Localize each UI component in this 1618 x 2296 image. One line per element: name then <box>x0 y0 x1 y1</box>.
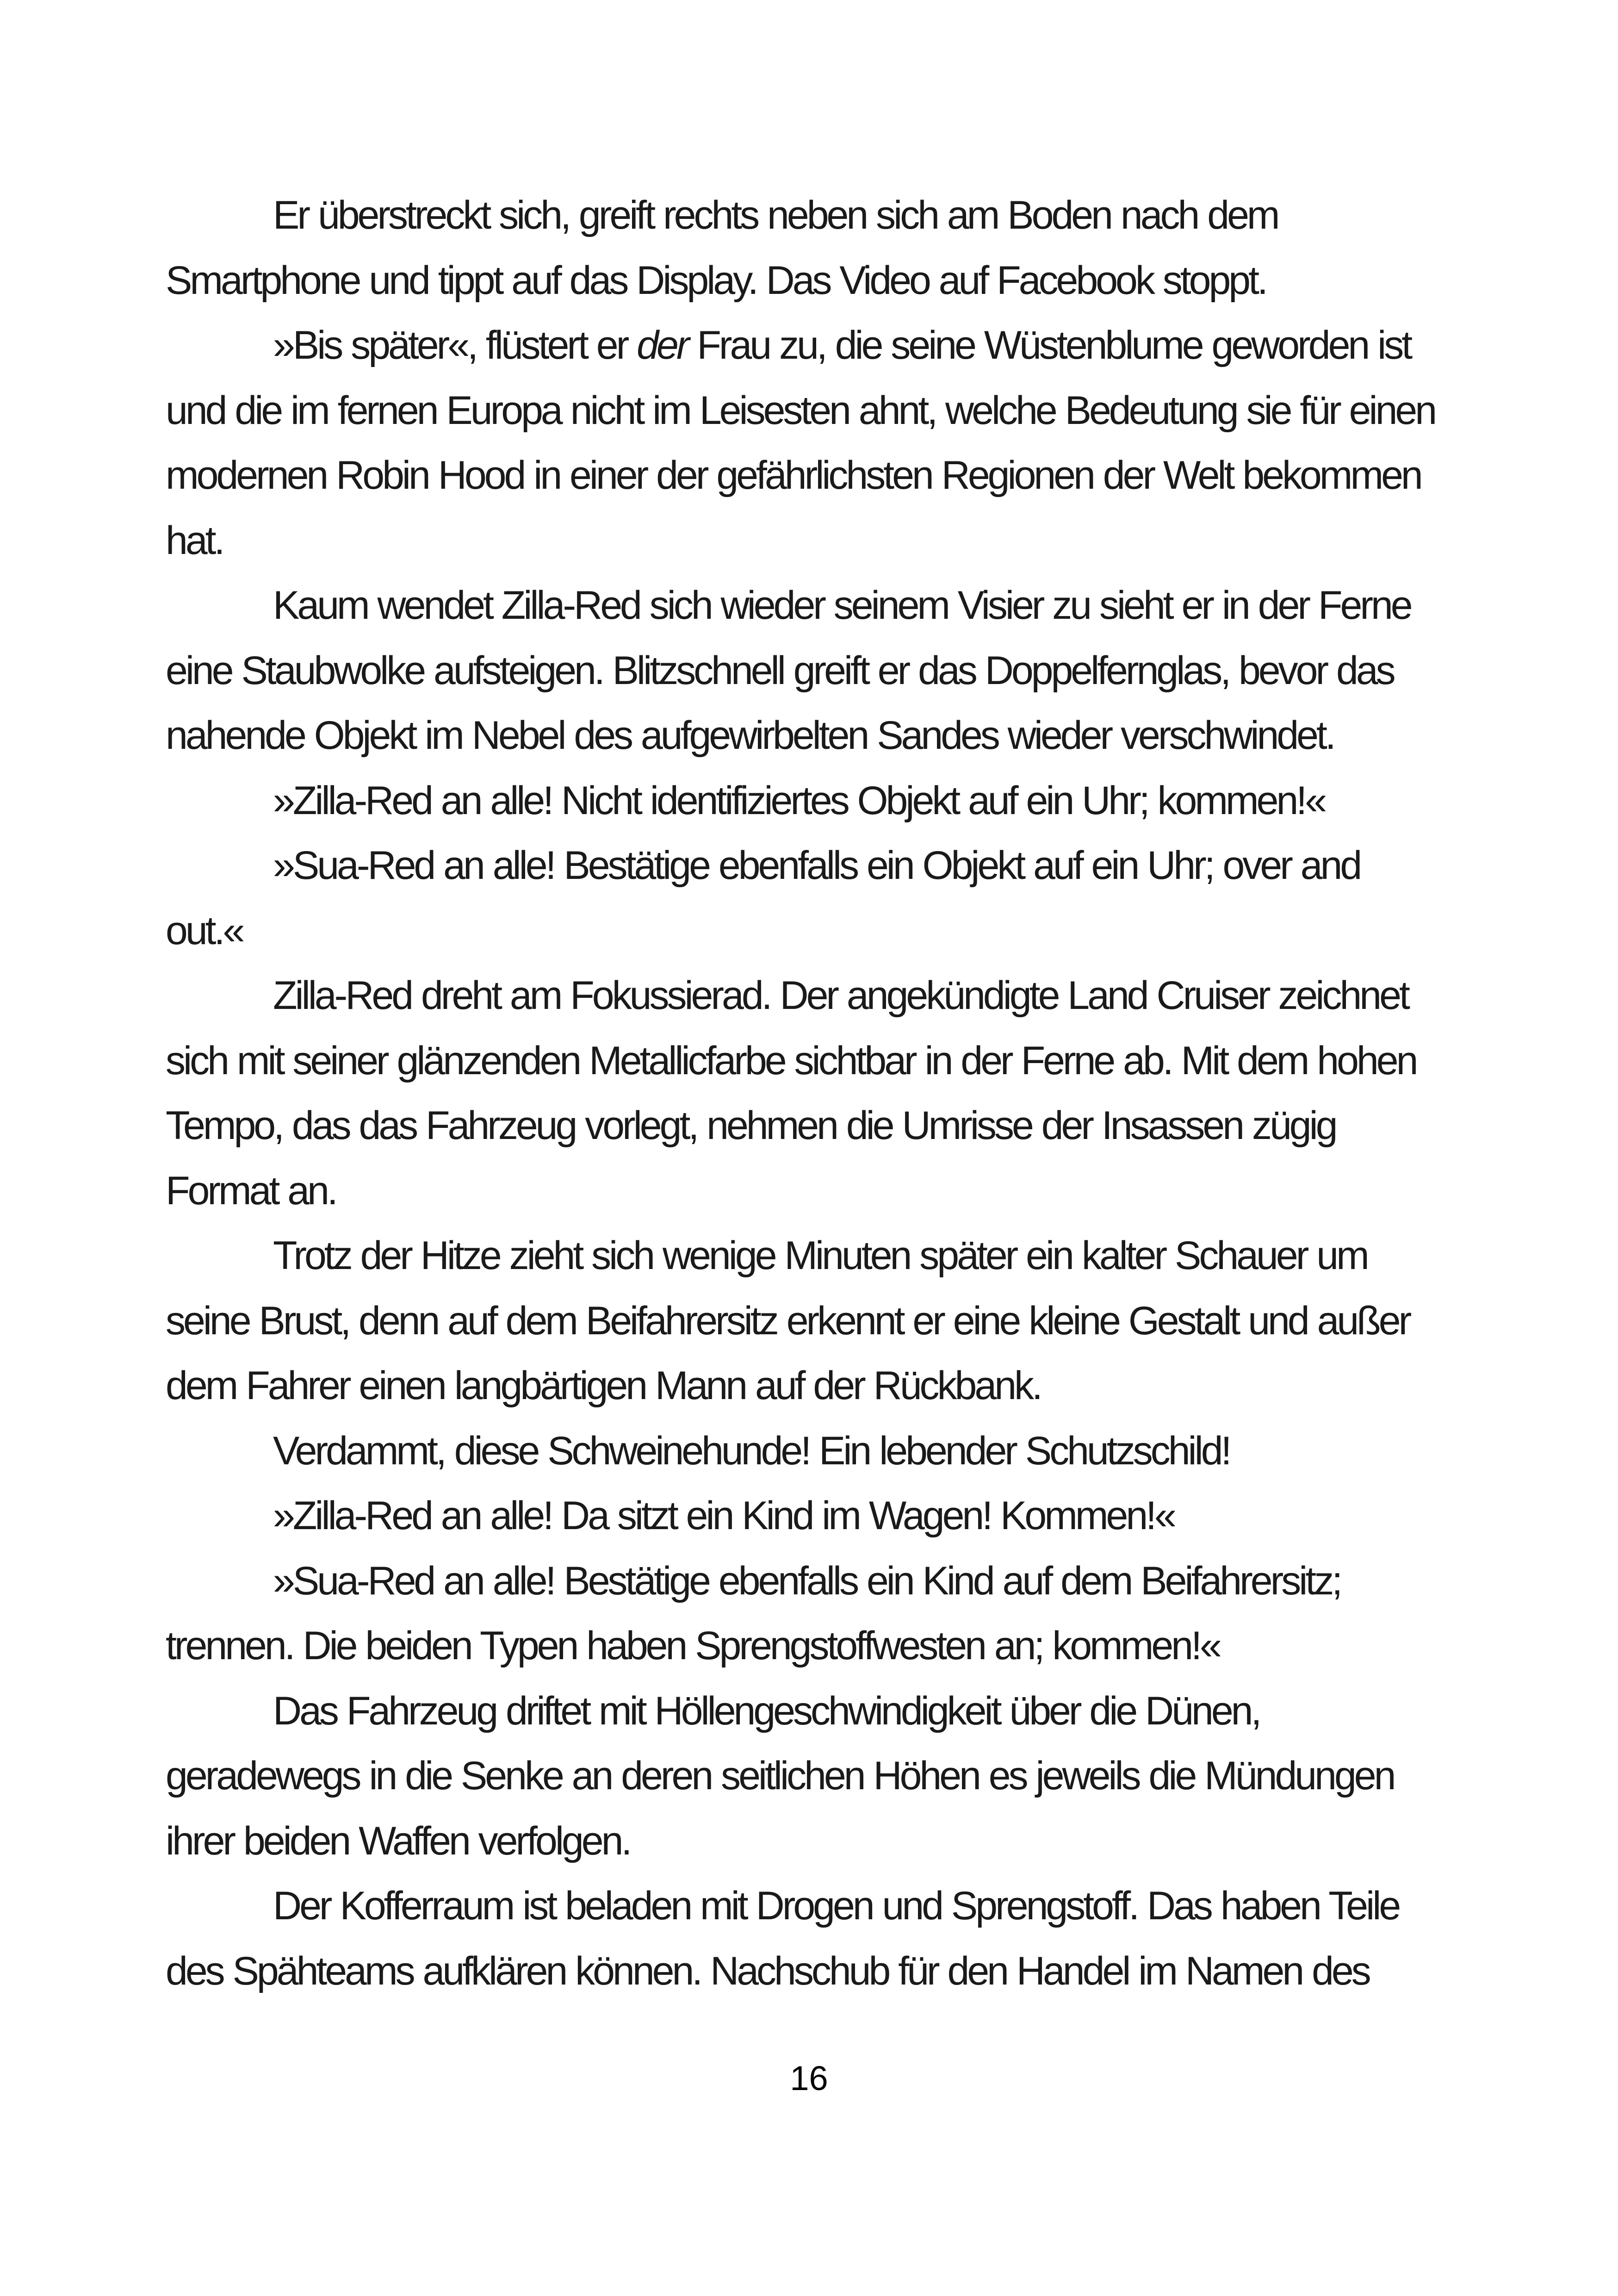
paragraph-12: Der Kofferraum ist beladen mit Drogen und Sprengstoff. Das haben Teile des Spähteams aufklären können. Nachschub für den Handel im Namen des <box>166 1884 1399 1993</box>
paragraph-3: Kaum wendet Zilla-Red sich wieder seinem Visier zu sieht er in der Ferne eine Staubwolke aufsteigen. Blitzschnell greift er das Doppelfernglas, bevor das nahende Objekt im Nebel des aufgewirbelten Sandes wieder verschwindet. <box>166 583 1411 758</box>
paragraph-6: Zilla-Red dreht am Fokussierad. Der angekündigte Land Cruiser zeichnet sich mit seiner glänzenden Metallicfarbe sichtbar in der Ferne ab. Mit dem hohen Tempo, das das Fahrzeug vorlegt, nehmen die Umrisse der Insassen zügig Format an. <box>166 973 1416 1213</box>
paragraph-1: Er überstreckt sich, greift rechts neben sich am Boden nach dem Smartphone und tippt auf das Display. Das Video auf Facebook stoppt. <box>166 193 1278 303</box>
paragraph-2-before: »Bis später«, flüstert er <box>273 323 637 367</box>
paragraph-7: Trotz der Hitze zieht sich wenige Minuten später ein kalter Schauer um seine Brust, denn auf dem Beifahrersitz erkennt er eine kleine Gestalt und außer dem Fahrer einen langbärtigen Mann auf der Rückbank. <box>166 1233 1410 1408</box>
paragraph-2-after: Frau zu, die seine Wüstenblume geworden ist und die im fernen Europa nicht im Leisesten ahnt, welche Bedeutung sie für einen modernen Robin Hood in einer der gefährlichsten Regionen der Welt bekommen hat. <box>166 323 1435 563</box>
body-text <box>166 183 1443 2004</box>
paragraph-11: Das Fahrzeug driftet mit Höllengeschwindigkeit über die Dünen, geradewegs in die Senke an deren seitlichen Höhen es jeweils die Mündungen ihrer beiden Waffen verfolgen. <box>166 1688 1394 1863</box>
paragraph-8: Verdammt, diese Schweinehunde! Ein lebender Schutzschild! <box>273 1428 1230 1473</box>
paragraph-2 <box>166 313 1443 573</box>
paragraph-9: »Zilla-Red an alle! Da sitzt ein Kind im Wagen! Kommen!« <box>273 1493 1174 1538</box>
paragraph-4: »Zilla-Red an alle! Nicht identifiziertes Objekt auf ein Uhr; kommen!« <box>273 778 1325 823</box>
paragraph-2-emphasis: der <box>637 323 688 367</box>
paragraph-10: »Sua-Red an alle! Bestätige ebenfalls ein Kind auf dem Beifahrersitz; trennen. Die beiden Typen haben Sprengstoffwesten an; kommen!« <box>166 1558 1341 1668</box>
page-number: 16 <box>790 2059 828 2097</box>
paragraph-5: »Sua-Red an alle! Bestätige ebenfalls ein Objekt auf ein Uhr; over and out.« <box>166 843 1360 953</box>
